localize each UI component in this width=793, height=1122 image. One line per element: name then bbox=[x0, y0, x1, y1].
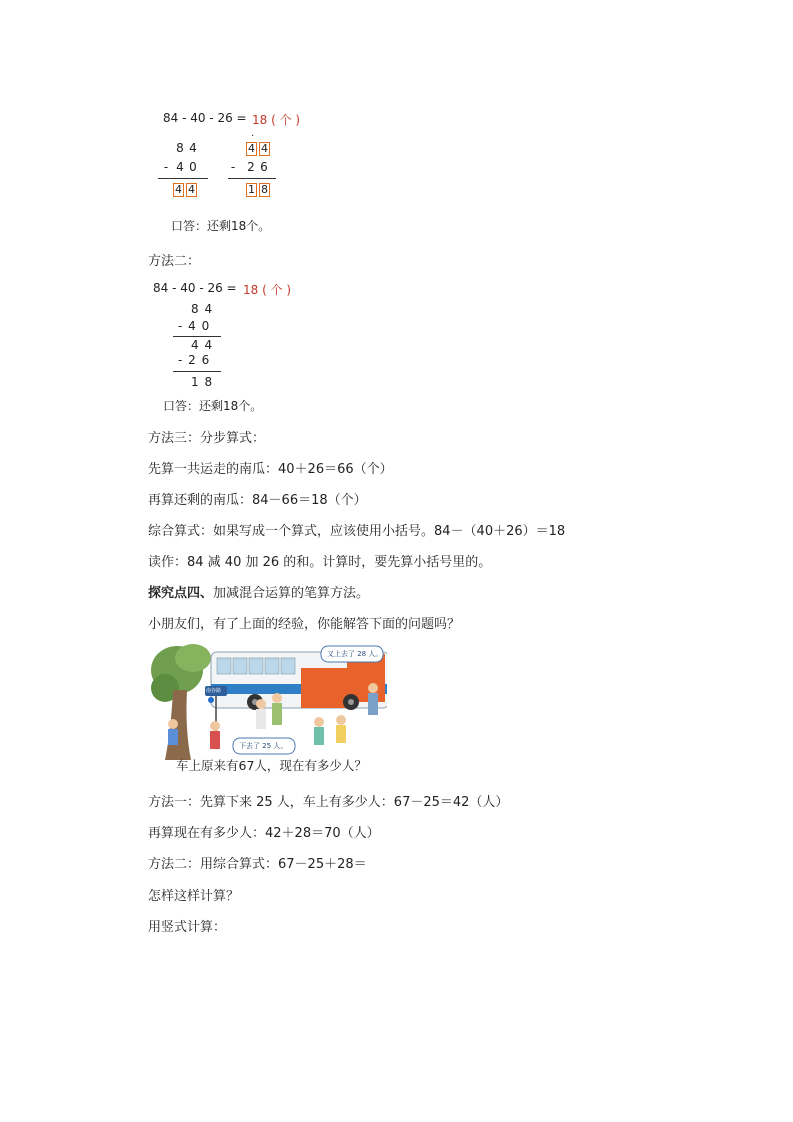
method3-combined: 综合算式：如果写成一个算式，应该使用小括号。84－（40＋26）＝18 bbox=[148, 524, 566, 539]
method1-answer: 口答：还剩18个。 bbox=[171, 219, 271, 233]
method2-answer: 口答：还剩18个。 bbox=[163, 399, 263, 413]
section-label: 探究点四、 bbox=[148, 586, 214, 601]
method3-step1: 先算一共运走的南瓜：40＋26＝66（个） bbox=[148, 462, 393, 477]
method2-rule bbox=[173, 336, 221, 337]
calc2-bottom-digit: 2 bbox=[247, 160, 255, 174]
calc1-rule bbox=[158, 178, 208, 179]
bus-method2: 方法二：用综合算式：67－25＋28＝ bbox=[148, 857, 367, 872]
method2-row: 4 4 bbox=[191, 338, 214, 352]
borrow-dot: · bbox=[251, 131, 255, 142]
vertical-calc-prompt: 用竖式计算： bbox=[148, 920, 227, 935]
illustration-question: 车上原来有67人，现在有多少人？ bbox=[176, 758, 367, 773]
calc1-operator: - bbox=[163, 160, 169, 174]
bus-method1-step1: 方法一：先算下来 25 人，车上有多少人：67－25＝42（人） bbox=[148, 795, 509, 810]
calc2-result-box: 1 bbox=[248, 183, 255, 196]
calc2-result-box: 8 bbox=[261, 183, 268, 196]
calc1-top-digit: 8 bbox=[176, 141, 184, 155]
calc1-top-digit: 4 bbox=[189, 141, 197, 155]
bubble-down-text: 下去了 25 人。 bbox=[239, 742, 288, 750]
method2-equation: 84 - 40 - 26 = bbox=[153, 281, 237, 295]
method2-rule bbox=[173, 371, 221, 372]
method2-title: 方法二： bbox=[148, 254, 201, 269]
stop-sign-text: 南谷路 bbox=[206, 688, 222, 694]
bus-method1-step2: 再算现在有多少人：42＋28＝70（人） bbox=[148, 826, 380, 841]
calc1-result-box: 4 bbox=[175, 183, 182, 196]
calc1-bottom-digit: 0 bbox=[189, 160, 197, 174]
method3-step2: 再算还剩的南瓜：84－66＝18（个） bbox=[148, 493, 367, 508]
method1-result: 18 ( 个 ) bbox=[252, 113, 301, 127]
prompt-text: 小朋友们，有了上面的经验，你能解答下面的问题吗？ bbox=[148, 617, 461, 632]
method2-row: - 2 6 bbox=[178, 353, 211, 367]
method2-result: 18 ( 个 ) bbox=[243, 283, 292, 297]
method2-row: 8 4 bbox=[191, 302, 214, 316]
method2-row: - 4 0 bbox=[178, 319, 211, 333]
calc1-bottom-digit: 4 bbox=[176, 160, 184, 174]
method1-equation: 84 - 40 - 26 = bbox=[163, 111, 247, 125]
calc2-bottom-digit: 6 bbox=[260, 160, 268, 174]
calc2-rule bbox=[228, 178, 276, 179]
calc1-result-box: 4 bbox=[188, 183, 195, 196]
calc2-top-box: 4 bbox=[261, 142, 268, 155]
tree bbox=[151, 644, 211, 760]
section-text: 加减混合运算的笔算方法。 bbox=[213, 586, 370, 601]
section-heading bbox=[148, 582, 369, 601]
calc2-top-box: 4 bbox=[248, 142, 255, 155]
method3-title: 方法三：分步算式： bbox=[148, 431, 266, 446]
bus-stop-illustration bbox=[151, 640, 387, 768]
calc2-operator: - bbox=[230, 160, 236, 174]
bubble-up-text: 又上去了 28 人。 bbox=[327, 650, 383, 658]
how-question: 怎样这样计算？ bbox=[148, 889, 240, 904]
method2-row: 1 8 bbox=[191, 375, 214, 389]
method3-read: 读作：84 减 40 加 26 的和。计算时，要先算小括号里的。 bbox=[148, 555, 492, 570]
